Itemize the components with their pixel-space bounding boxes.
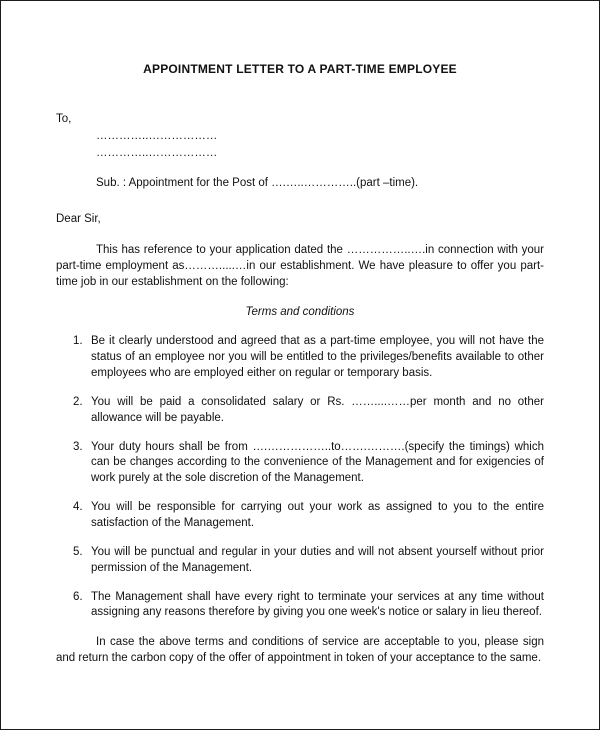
recipient-line-1: …………..……………… [96, 130, 218, 143]
intro-paragraph: This has reference to your application dated the ……………..….in connection with your part-time employment as……….....…in our establishment. We have pleasure to offer you part-time job in our establishment on the following: [56, 243, 544, 288]
term-item-4 [56, 500, 544, 532]
term-item-5 [56, 545, 544, 577]
closing-paragraph: In case the above terms and conditions of service are acceptable to you, please sign and return the carbon copy of the offer of appointment in token of your acceptance to the same. [56, 636, 544, 665]
salutation: Dear Sir, [56, 212, 101, 225]
term-number-2: 2. [73, 395, 83, 408]
term-number-4: 4. [73, 501, 83, 514]
document-title: APPOINTMENT LETTER TO A PART-TIME EMPLOYEE [143, 62, 457, 76]
term-text-6: The Management shall have every right to terminate your services at any time without assigning any reasons therefore by giving you one week's notice or salary in lieu thereof. [91, 590, 544, 619]
term-item-1 [56, 334, 544, 382]
term-number-6: 6. [73, 590, 83, 603]
term-number-1: 1. [73, 335, 83, 348]
subject-line: Sub. : Appointment for the Post of ….…..…………..(part –time). [96, 177, 419, 190]
term-item-6 [56, 590, 544, 622]
term-number-3: 3. [73, 440, 83, 453]
terms-list [56, 334, 544, 621]
term-text-4: You will be responsible for carrying out your work as assigned to you to the entire satisfaction of the Management. [91, 501, 544, 530]
recipient-block [56, 112, 544, 163]
term-item-2 [56, 395, 544, 427]
term-text-1: Be it clearly understood and agreed that as a part-time employee, you will not have the status of an employee nor you will be entitled to the privileges/benefits available to other employees who are employed either on regular or temporary basis. [91, 335, 544, 379]
term-text-5: You will be punctual and regular in your duties and will not absent yourself without prior permission of the Management. [91, 545, 544, 574]
term-number-5: 5. [73, 545, 83, 558]
term-text-3: Your duty hours shall be from ….……………..to…….……….(specify the timings) which can be changes according to the convenience of the Management and for exigencies of work purely at the sole discretion of the Management. [91, 440, 544, 485]
recipient-line-2: …………..……………… [96, 147, 218, 160]
term-item-3 [56, 440, 544, 488]
term-text-2: You will be paid a consolidated salary or Rs. ……....……per month and no other allowance will be payable. [91, 395, 544, 424]
to-label: To, [56, 112, 72, 125]
terms-heading: Terms and conditions [245, 306, 355, 319]
